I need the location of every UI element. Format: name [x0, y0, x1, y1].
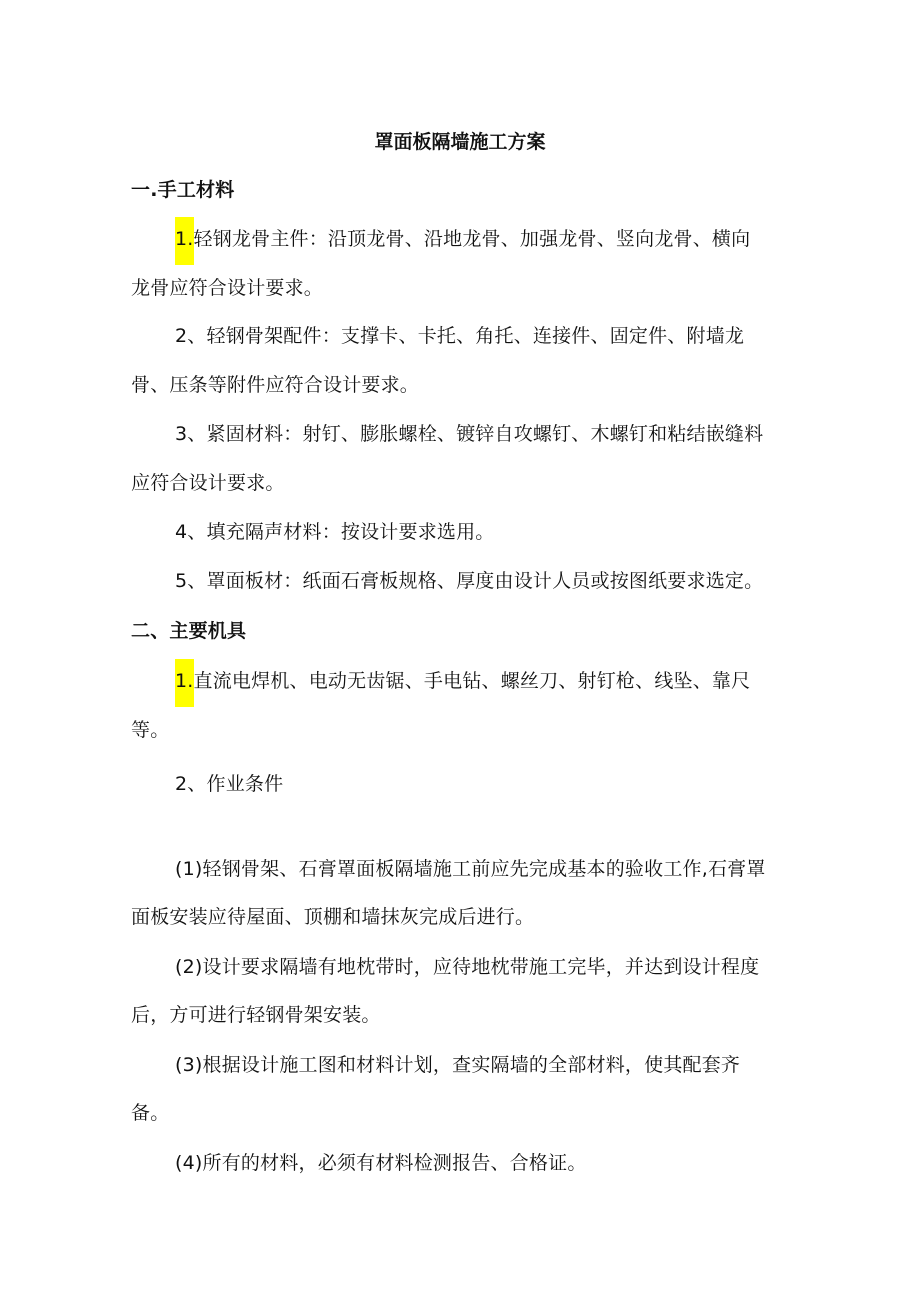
paragraph-line: 备。	[131, 1102, 170, 1124]
paragraph-line: 应符合设计要求。	[131, 472, 285, 494]
highlighted-number: 1.	[175, 217, 194, 265]
paragraph-line: 3、紧固材料：射钉、膨胀螺栓、镀锌自攻螺钉、木螺钉和粘结嵌缝料	[175, 423, 764, 445]
paragraph-line: 2、作业条件	[175, 773, 284, 795]
paragraph-line: 5、罩面板材：纸面石膏板规格、厚度由设计人员或按图纸要求选定。	[175, 570, 764, 592]
paragraph-text: 直流电焊机、电动无齿锯、手电钻、螺丝刀、射钉枪、线坠、靠尺	[193, 670, 751, 692]
paragraph-line: (4)所有的材料，必须有材料检测报告、合格证。	[175, 1152, 587, 1174]
section-heading-tools: 二、主要机具	[131, 620, 247, 642]
paragraph-line	[175, 225, 750, 253]
paragraph-line: (3)根据设计施工图和材料计划，查实隔墙的全部材料，使其配套齐	[175, 1054, 741, 1076]
section-heading-materials: 一.手工材料	[131, 179, 235, 201]
paragraph-line: 4、填充隔声材料：按设计要求选用。	[175, 521, 495, 543]
paragraph-line	[175, 667, 750, 695]
paragraph-line: 后，方可进行轻钢骨架安装。	[131, 1004, 381, 1026]
highlighted-number: 1.	[175, 659, 194, 707]
paragraph-line: 骨、压条等附件应符合设计要求。	[131, 374, 420, 396]
paragraph-line: 龙骨应符合设计要求。	[131, 277, 324, 299]
paragraph-line: 面板安装应待屋面、顶棚和墙抹灰完成后进行。	[131, 906, 535, 928]
paragraph-text: 轻钢龙骨主件：沿顶龙骨、沿地龙骨、加强龙骨、竖向龙骨、横向	[193, 228, 751, 250]
document-title: 罩面板隔墙施工方案	[374, 131, 546, 153]
paragraph-line: (2)设计要求隔墙有地枕带时，应待地枕带施工完毕，并达到设计程度	[175, 956, 760, 978]
paragraph-line: 2、轻钢骨架配件：支撑卡、卡托、角托、连接件、固定件、附墙龙	[175, 325, 745, 347]
paragraph-line: 等。	[131, 719, 170, 741]
paragraph-line: (1)轻钢骨架、石膏罩面板隔墙施工前应先完成基本的验收工作,石膏罩	[175, 858, 766, 880]
